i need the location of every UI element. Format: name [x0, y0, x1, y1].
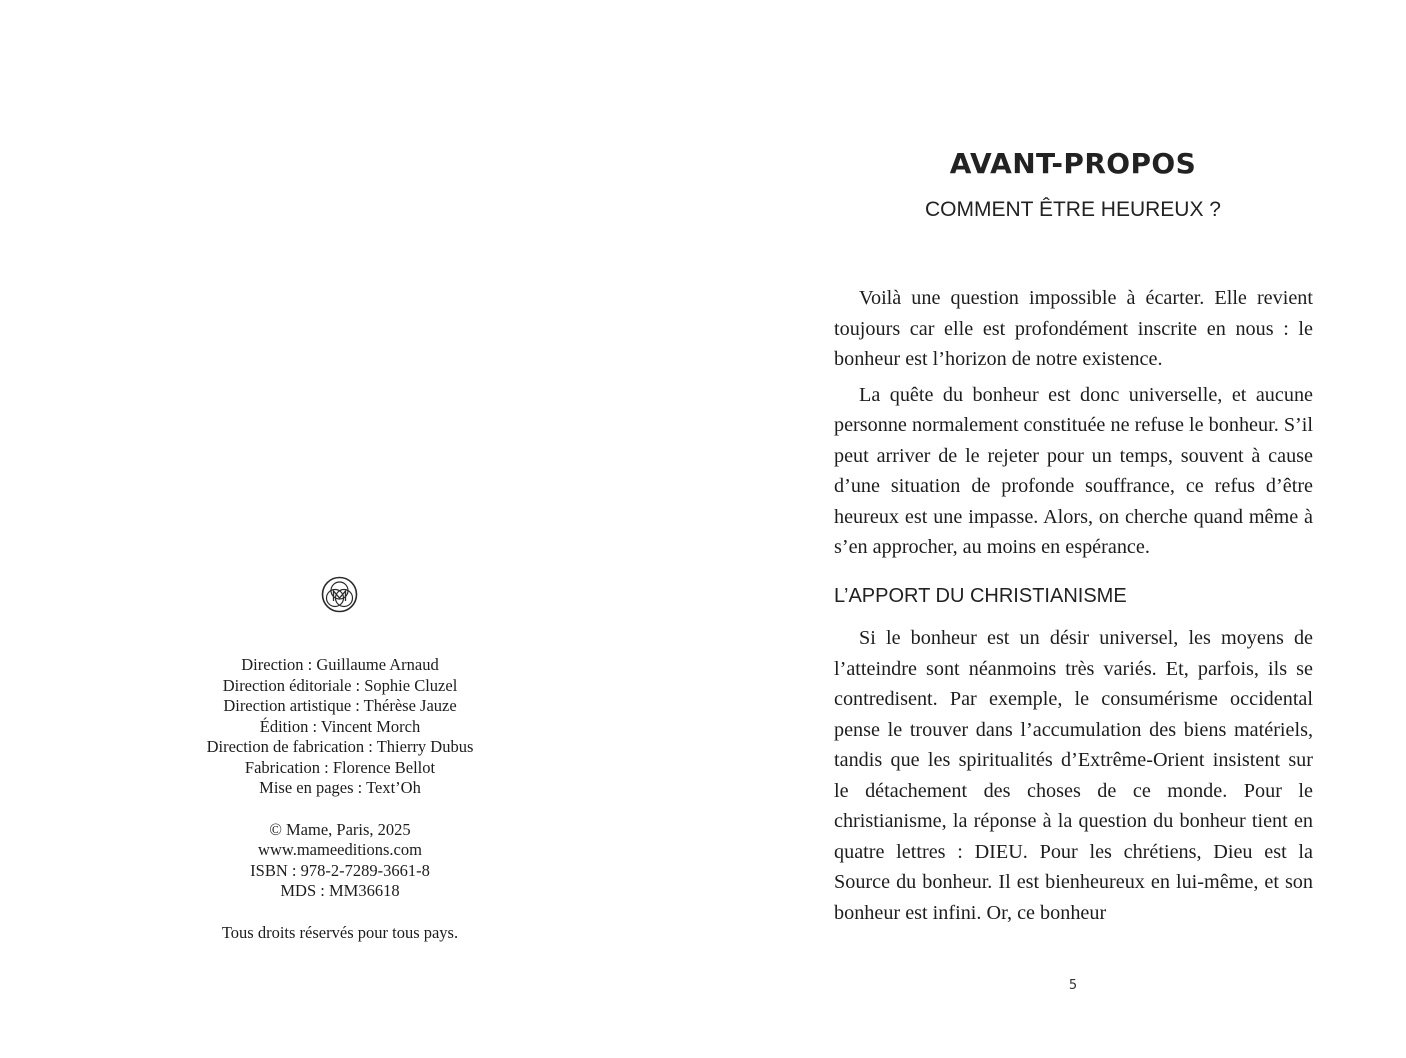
paragraph: Voilà une question impossible à écarter. Elle revient toujours car elle est profondément inscrite en nous : le bonheur est l’horizon de notre existence. [834, 287, 1313, 370]
credit-line: Direction éditoriale : Sophie Cluzel [222, 675, 458, 695]
chapter-title: AVANT-PROPOS [949, 147, 1197, 180]
rights-line: Tous droits réservés pour tous pays. [221, 922, 459, 942]
section-heading: L’APPORT DU CHRISTIANISME [834, 585, 1127, 607]
credit-line: Direction de fabrication : Thierry Dubus [206, 737, 474, 756]
page-number: 5 [1068, 978, 1078, 993]
credit-line: Mise en pages : Text’Oh [259, 778, 421, 797]
credit-line: Fabrication : Florence Bellot [244, 757, 436, 777]
mds-line: MDS : MM36618 [280, 881, 400, 900]
website-line: www.mameeditions.com [258, 840, 422, 859]
mame-logo-icon [321, 576, 358, 613]
isbn-line: ISBN : 978-2-7289-3661-8 [250, 860, 430, 880]
intro-text [834, 283, 1313, 563]
credit-line: Édition : Vincent Morch [259, 716, 421, 736]
colophon-credits [140, 655, 540, 943]
chapter-subtitle: COMMENT ÊTRE HEUREUX ? [925, 198, 1221, 221]
spacer [140, 799, 540, 820]
credit-line: Direction artistique : Thérèse Jauze [223, 696, 457, 715]
copyright-line: © Mame, Paris, 2025 [269, 819, 411, 839]
spacer [140, 902, 540, 923]
credit-line: Direction : Guillaume Arnaud [241, 655, 439, 674]
paragraph: La quête du bonheur est donc universelle, et aucune personne normalement constituée ne refuse le bonheur. S’il peut arriver de le rejeter pour un temps, souvent à cause d’une situation de profonde souffrance, ce refus d’être heureux est une impasse. Alors, on cherche quand même à s’en approcher, au moins en espérance. [834, 383, 1313, 558]
section-text [834, 623, 1313, 928]
paragraph: Si le bonheur est un désir universel, les moyens de l’atteindre sont néanmoins très variés. Et, parfois, ils se contredisent. Par exemple, le consumérisme occidental pense le trouver dans l’accumulation des biens matériels, tandis que les spiritualités d’Extrême-Orient insistent sur le détachement des choses de ce monde. Pour le christianisme, la réponse à la question du bonheur tient en quatre lettres : DIEU. Pour les chrétiens, Dieu est la Source du bonheur. Il est bienheureux en lui-même, et son bonheur est infini. Or, ce bonheur [834, 627, 1313, 924]
